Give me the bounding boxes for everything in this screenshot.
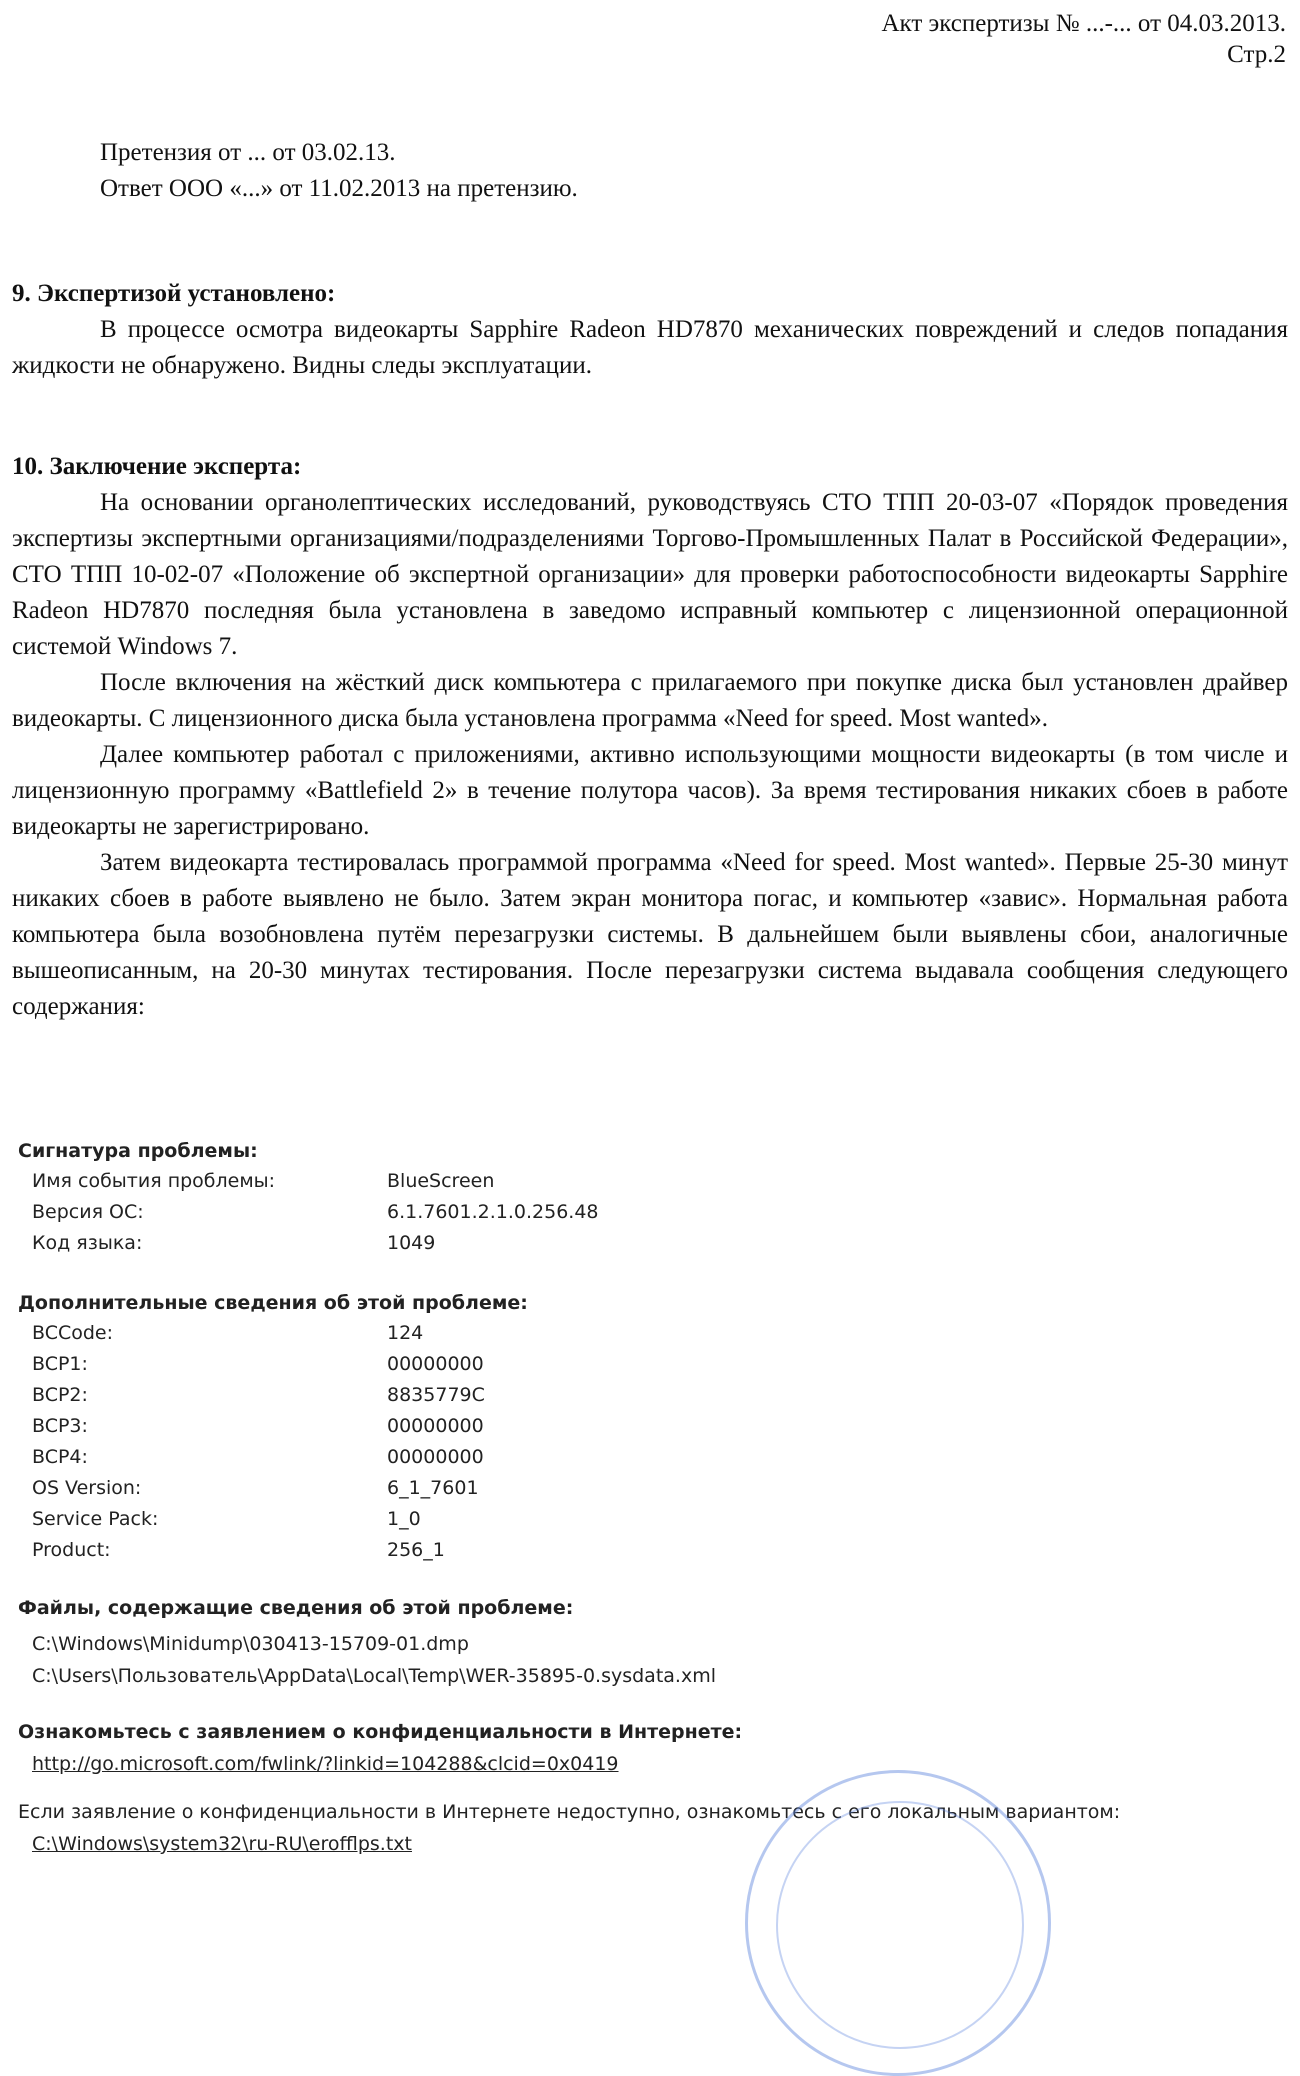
problem-signature-title: Сигнатура проблемы: bbox=[18, 1140, 258, 1162]
extra-info-row bbox=[18, 1349, 528, 1380]
extra-info-row bbox=[18, 1473, 528, 1504]
seal-stamp bbox=[745, 1770, 1051, 2076]
extra-info-value: 00000000 bbox=[387, 1446, 484, 1468]
signature-row bbox=[18, 1228, 599, 1259]
files-title: Файлы, содержащие сведения об этой проблеме: bbox=[18, 1597, 574, 1619]
extra-info-value: 00000000 bbox=[387, 1353, 484, 1375]
signature-key: Версия ОС: bbox=[32, 1201, 144, 1223]
claim-line: Претензия от ... от 03.02.13. bbox=[100, 139, 396, 166]
file-dmp: C:\Windows\Minidump\030413-15709-01.dmp bbox=[32, 1633, 469, 1655]
extra-info-key: BCP1: bbox=[32, 1353, 88, 1375]
extra-info-rows bbox=[18, 1318, 528, 1566]
extra-info-block bbox=[18, 1292, 528, 1566]
extra-info-key: BCP4: bbox=[32, 1446, 88, 1468]
extra-info-value: 256_1 bbox=[387, 1539, 445, 1561]
extra-info-row bbox=[18, 1442, 528, 1473]
section-9-text: В процессе осмотра видеокарты Sapphire Radeon HD7870 механических повреждений и следов попадания жидкости не обнаружено. Видны следы эксплуатации. bbox=[12, 316, 1288, 379]
extra-info-row bbox=[18, 1380, 528, 1411]
privacy-link[interactable]: http://go.microsoft.com/fwlink/?linkid=104288&clcid=0x0419 bbox=[32, 1753, 619, 1775]
act-number-line: Акт экспертизы № ...-... от 04.03.2013. bbox=[881, 10, 1286, 37]
section-9 bbox=[12, 276, 1288, 384]
signature-value: 1049 bbox=[387, 1232, 436, 1254]
signature-row bbox=[18, 1166, 599, 1197]
page-header bbox=[881, 8, 1286, 70]
extra-info-key: Product: bbox=[32, 1539, 111, 1561]
extra-info-value: 6_1_7601 bbox=[387, 1477, 479, 1499]
section-10-paragraph-3: Далее компьютер работал с приложениями, активно использующими мощности видеокарты (в том числе и лицензионную программу «Battlefield 2» в течение полутора часов). За время тестирования никаких сбоев в работе видеокарты не зарегистрировано. bbox=[12, 741, 1288, 840]
section-10-paragraph-1: На основании органолептических исследований, руководствуясь СТО ТПП 20-03-07 «Порядок проведения экспертизы экспертными организациями/подразделениями Торгово-Промышленных Палат в Российской Федерации», СТО ТПП 10-02-07 «Положение об экспертной организации» для проверки работоспособности видеокарты Sapphire Radeon HD7870 последняя была установлена в заведомо исправный компьютер с лицензионной операционной системой Windows 7. bbox=[12, 489, 1288, 660]
signature-value: BlueScreen bbox=[387, 1170, 495, 1192]
section-9-title: 9. Экспертизой установлено: bbox=[12, 280, 336, 307]
extra-info-key: BCCode: bbox=[32, 1322, 114, 1344]
section-10 bbox=[12, 449, 1288, 1025]
extra-info-value: 00000000 bbox=[387, 1415, 484, 1437]
signature-key: Имя события проблемы: bbox=[32, 1170, 276, 1192]
references bbox=[100, 135, 578, 207]
privacy-local-text: Если заявление о конфиденциальности в Интернете недоступно, ознакомьтесь с его локальным вариантом: bbox=[18, 1801, 1121, 1823]
signature-key: Код языка: bbox=[32, 1232, 143, 1254]
extra-info-key: BCP2: bbox=[32, 1384, 88, 1406]
extra-info-key: OS Version: bbox=[32, 1477, 142, 1499]
problem-signature-block bbox=[18, 1140, 599, 1259]
signature-row bbox=[18, 1197, 599, 1228]
section-10-title: 10. Заключение эксперта: bbox=[12, 453, 302, 480]
privacy-local-link[interactable]: C:\Windows\system32\ru-RU\erofflps.txt bbox=[32, 1833, 412, 1855]
section-10-paragraph-4: Затем видеокарта тестировалась программой программа «Need for speed. Most wanted». Первые 25-30 минут никаких сбоев в работе выявлено не было. Затем экран монитора погас, и компьютер «завис». Нормальная работа компьютера была возобновлена путём перезагрузки системы. В дальнейшем были выявлены сбои, аналогичные вышеописанным, на 20-30 минутах тестирования. После перезагрузки система выдавала сообщения следующего содержания: bbox=[12, 849, 1288, 1020]
extra-info-key: Service Pack: bbox=[32, 1508, 159, 1530]
extra-info-key: BCP3: bbox=[32, 1415, 88, 1437]
privacy-title: Ознакомьтесь с заявлением о конфиденциальности в Интернете: bbox=[18, 1721, 743, 1743]
files-block bbox=[18, 1592, 716, 1692]
problem-signature-rows bbox=[18, 1166, 599, 1259]
extra-info-value: 8835779C bbox=[387, 1384, 485, 1406]
extra-info-row bbox=[18, 1535, 528, 1566]
extra-info-value: 1_0 bbox=[387, 1508, 421, 1530]
extra-info-row bbox=[18, 1504, 528, 1535]
file-sysdata: C:\Users\Пользователь\AppData\Local\Temp\WER-35895-0.sysdata.xml bbox=[32, 1665, 716, 1687]
section-10-paragraph-2: После включения на жёсткий диск компьютера с прилагаемого при покупке диска был установлен драйвер видеокарты. С лицензионного диска была установлена программа «Need for speed. Most wanted». bbox=[12, 669, 1288, 732]
seal-inner-ring bbox=[776, 1801, 1024, 2049]
extra-info-value: 124 bbox=[387, 1322, 424, 1344]
signature-value: 6.1.7601.2.1.0.256.48 bbox=[387, 1201, 599, 1223]
extra-info-title: Дополнительные сведения об этой проблеме: bbox=[18, 1292, 528, 1314]
extra-info-row bbox=[18, 1318, 528, 1349]
extra-info-row bbox=[18, 1411, 528, 1442]
answer-line: Ответ ООО «...» от 11.02.2013 на претензию. bbox=[100, 175, 578, 202]
page-number: Стр.2 bbox=[1227, 41, 1286, 68]
